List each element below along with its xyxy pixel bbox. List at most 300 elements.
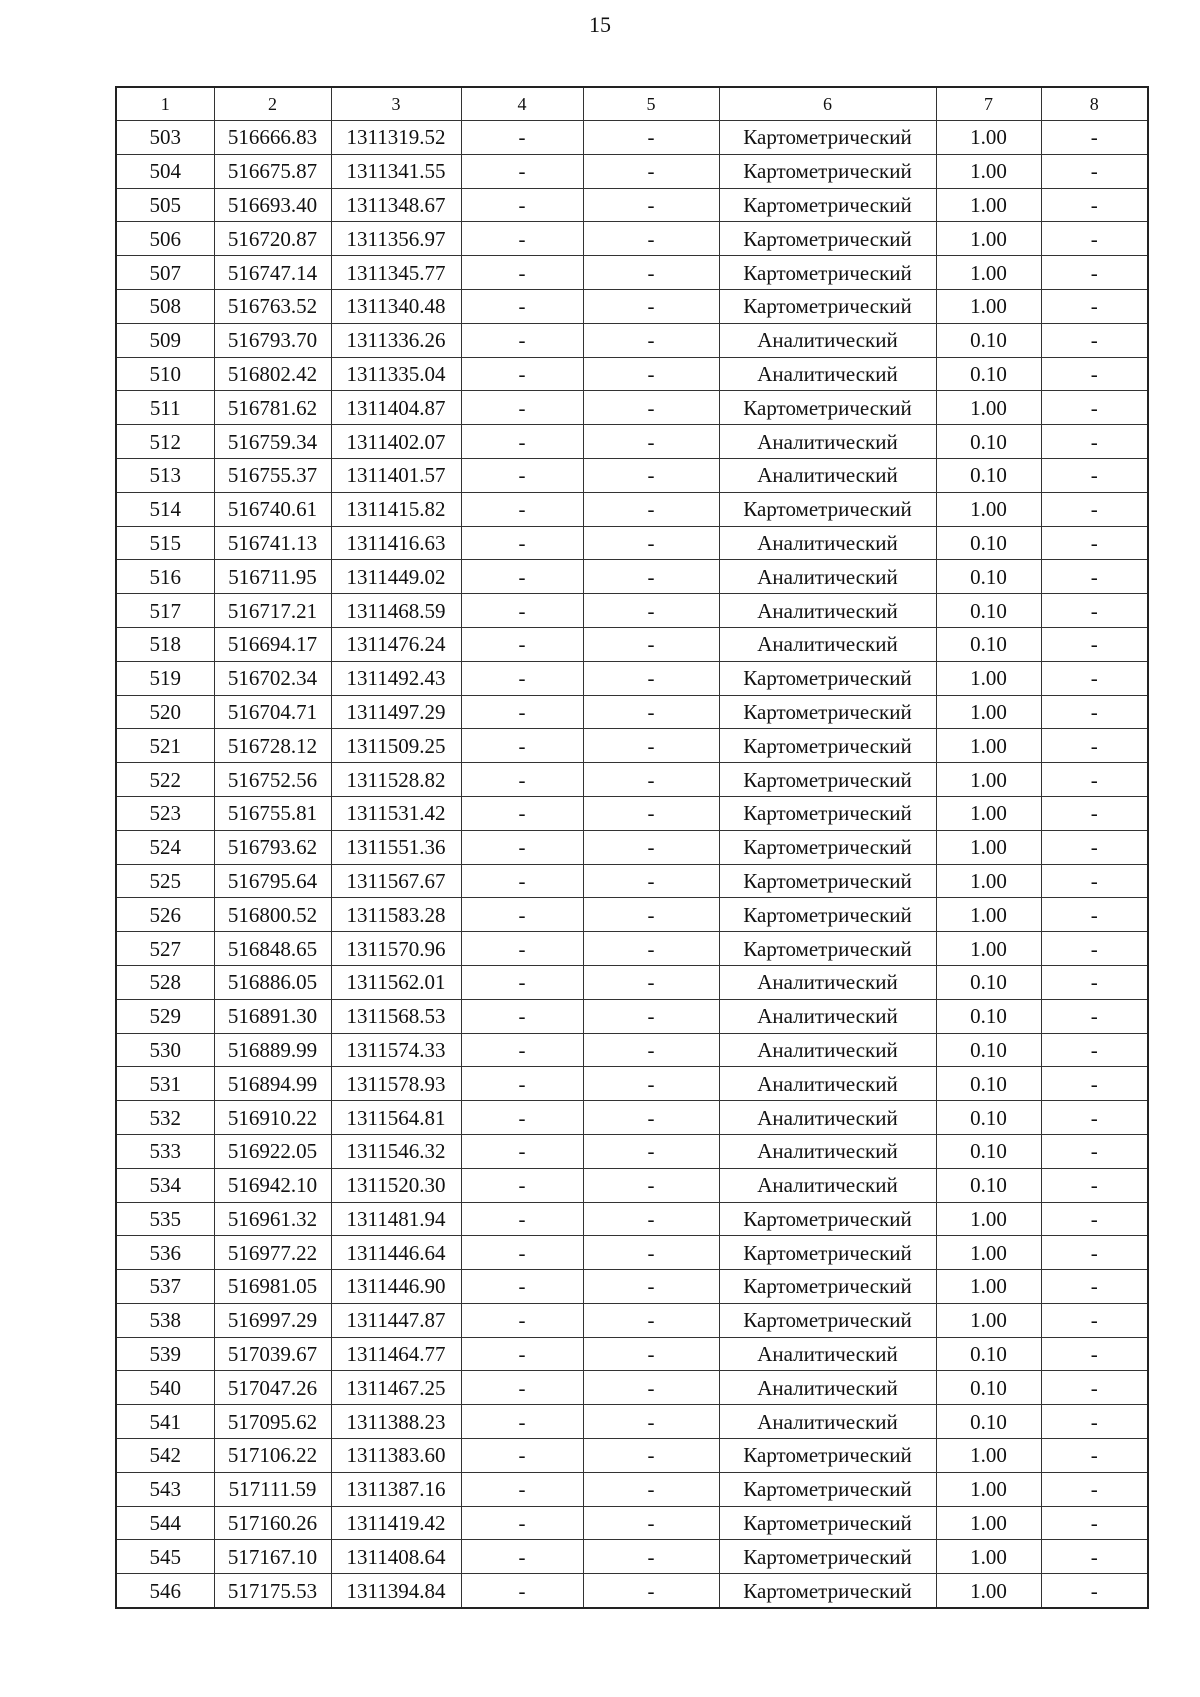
- table-row: [116, 763, 1148, 797]
- col-4-cell: -: [461, 1134, 583, 1168]
- point-number-cell: 542: [116, 1439, 214, 1473]
- y-coordinate-cell: 1311551.36: [331, 830, 461, 864]
- method-cell: Аналитический: [719, 1101, 936, 1135]
- method-cell: Картометрический: [719, 1303, 936, 1337]
- x-coordinate-cell: 516702.34: [214, 661, 331, 695]
- column-header-3: 3: [331, 87, 461, 121]
- y-coordinate-cell: 1311570.96: [331, 932, 461, 966]
- col-8-cell: -: [1041, 1236, 1148, 1270]
- method-cell: Картометрический: [719, 492, 936, 526]
- x-coordinate-cell: 516802.42: [214, 357, 331, 391]
- table-row: [116, 661, 1148, 695]
- col-5-cell: -: [583, 864, 719, 898]
- x-coordinate-cell: 516759.34: [214, 425, 331, 459]
- x-coordinate-cell: 516755.37: [214, 458, 331, 492]
- point-number-cell: 514: [116, 492, 214, 526]
- method-cell: Аналитический: [719, 1134, 936, 1168]
- col-5-cell: -: [583, 289, 719, 323]
- accuracy-cell: 1.00: [936, 1540, 1041, 1574]
- point-number-cell: 533: [116, 1134, 214, 1168]
- column-header-2: 2: [214, 87, 331, 121]
- table-row: [116, 1506, 1148, 1540]
- col-8-cell: -: [1041, 492, 1148, 526]
- method-cell: Аналитический: [719, 1033, 936, 1067]
- col-5-cell: -: [583, 1371, 719, 1405]
- method-cell: Картометрический: [719, 289, 936, 323]
- x-coordinate-cell: 517160.26: [214, 1506, 331, 1540]
- col-4-cell: -: [461, 932, 583, 966]
- col-4-cell: -: [461, 1303, 583, 1337]
- method-cell: Картометрический: [719, 695, 936, 729]
- y-coordinate-cell: 1311419.42: [331, 1506, 461, 1540]
- point-number-cell: 541: [116, 1405, 214, 1439]
- method-cell: Картометрический: [719, 1202, 936, 1236]
- table-row: [116, 830, 1148, 864]
- accuracy-cell: 0.10: [936, 425, 1041, 459]
- table-row: [116, 1033, 1148, 1067]
- col-4-cell: -: [461, 1337, 583, 1371]
- method-cell: Аналитический: [719, 594, 936, 628]
- col-4-cell: -: [461, 1472, 583, 1506]
- accuracy-cell: 0.10: [936, 1067, 1041, 1101]
- accuracy-cell: 1.00: [936, 256, 1041, 290]
- y-coordinate-cell: 1311578.93: [331, 1067, 461, 1101]
- accuracy-cell: 1.00: [936, 492, 1041, 526]
- point-number-cell: 510: [116, 357, 214, 391]
- col-5-cell: -: [583, 999, 719, 1033]
- accuracy-cell: 0.10: [936, 999, 1041, 1033]
- table-row: [116, 1439, 1148, 1473]
- y-coordinate-cell: 1311546.32: [331, 1134, 461, 1168]
- point-number-cell: 543: [116, 1472, 214, 1506]
- accuracy-cell: 1.00: [936, 289, 1041, 323]
- point-number-cell: 506: [116, 222, 214, 256]
- y-coordinate-cell: 1311394.84: [331, 1574, 461, 1608]
- col-5-cell: -: [583, 965, 719, 999]
- y-coordinate-cell: 1311528.82: [331, 763, 461, 797]
- method-cell: Картометрический: [719, 1540, 936, 1574]
- method-cell: Картометрический: [719, 1439, 936, 1473]
- table-row: [116, 492, 1148, 526]
- col-4-cell: -: [461, 560, 583, 594]
- accuracy-cell: 0.10: [936, 323, 1041, 357]
- x-coordinate-cell: 516675.87: [214, 154, 331, 188]
- table-row: [116, 1337, 1148, 1371]
- y-coordinate-cell: 1311583.28: [331, 898, 461, 932]
- method-cell: Картометрический: [719, 188, 936, 222]
- col-5-cell: -: [583, 594, 719, 628]
- x-coordinate-cell: 516704.71: [214, 695, 331, 729]
- accuracy-cell: 0.10: [936, 1101, 1041, 1135]
- col-8-cell: -: [1041, 932, 1148, 966]
- x-coordinate-cell: 516728.12: [214, 729, 331, 763]
- point-number-cell: 544: [116, 1506, 214, 1540]
- table-row: [116, 323, 1148, 357]
- method-cell: Картометрический: [719, 1506, 936, 1540]
- accuracy-cell: 0.10: [936, 594, 1041, 628]
- point-number-cell: 508: [116, 289, 214, 323]
- table-row: [116, 1134, 1148, 1168]
- point-number-cell: 523: [116, 796, 214, 830]
- point-number-cell: 509: [116, 323, 214, 357]
- table-row: [116, 864, 1148, 898]
- x-coordinate-cell: 516711.95: [214, 560, 331, 594]
- table-row: [116, 999, 1148, 1033]
- col-4-cell: -: [461, 425, 583, 459]
- y-coordinate-cell: 1311531.42: [331, 796, 461, 830]
- table-row: [116, 1270, 1148, 1304]
- col-5-cell: -: [583, 1574, 719, 1608]
- accuracy-cell: 1.00: [936, 695, 1041, 729]
- point-number-cell: 537: [116, 1270, 214, 1304]
- accuracy-cell: 0.10: [936, 526, 1041, 560]
- accuracy-cell: 0.10: [936, 1371, 1041, 1405]
- table-row: [116, 289, 1148, 323]
- col-5-cell: -: [583, 1405, 719, 1439]
- table-row: [116, 796, 1148, 830]
- y-coordinate-cell: 1311348.67: [331, 188, 461, 222]
- table-row: [116, 965, 1148, 999]
- col-5-cell: -: [583, 830, 719, 864]
- col-5-cell: -: [583, 256, 719, 290]
- point-number-cell: 531: [116, 1067, 214, 1101]
- col-5-cell: -: [583, 695, 719, 729]
- accuracy-cell: 1.00: [936, 796, 1041, 830]
- y-coordinate-cell: 1311476.24: [331, 627, 461, 661]
- point-number-cell: 511: [116, 391, 214, 425]
- x-coordinate-cell: 516741.13: [214, 526, 331, 560]
- col-5-cell: -: [583, 1540, 719, 1574]
- y-coordinate-cell: 1311481.94: [331, 1202, 461, 1236]
- accuracy-cell: 1.00: [936, 1236, 1041, 1270]
- method-cell: Аналитический: [719, 458, 936, 492]
- col-4-cell: -: [461, 1236, 583, 1270]
- col-4-cell: -: [461, 323, 583, 357]
- method-cell: Картометрический: [719, 830, 936, 864]
- y-coordinate-cell: 1311464.77: [331, 1337, 461, 1371]
- x-coordinate-cell: 517047.26: [214, 1371, 331, 1405]
- col-5-cell: -: [583, 222, 719, 256]
- col-8-cell: -: [1041, 458, 1148, 492]
- table-row: [116, 695, 1148, 729]
- col-8-cell: -: [1041, 695, 1148, 729]
- method-cell: Картометрический: [719, 661, 936, 695]
- col-8-cell: -: [1041, 1371, 1148, 1405]
- table-row: [116, 1101, 1148, 1135]
- method-cell: Картометрический: [719, 391, 936, 425]
- col-4-cell: -: [461, 121, 583, 155]
- y-coordinate-cell: 1311574.33: [331, 1033, 461, 1067]
- col-8-cell: -: [1041, 425, 1148, 459]
- col-4-cell: -: [461, 188, 583, 222]
- x-coordinate-cell: 516889.99: [214, 1033, 331, 1067]
- col-4-cell: -: [461, 1405, 583, 1439]
- point-number-cell: 518: [116, 627, 214, 661]
- y-coordinate-cell: 1311404.87: [331, 391, 461, 425]
- accuracy-cell: 1.00: [936, 1472, 1041, 1506]
- table-row: [116, 256, 1148, 290]
- point-number-cell: 529: [116, 999, 214, 1033]
- col-8-cell: -: [1041, 965, 1148, 999]
- col-8-cell: -: [1041, 391, 1148, 425]
- col-8-cell: -: [1041, 1337, 1148, 1371]
- x-coordinate-cell: 516763.52: [214, 289, 331, 323]
- col-5-cell: -: [583, 1506, 719, 1540]
- x-coordinate-cell: 516752.56: [214, 763, 331, 797]
- method-cell: Картометрический: [719, 932, 936, 966]
- table-row: [116, 188, 1148, 222]
- col-4-cell: -: [461, 1033, 583, 1067]
- x-coordinate-cell: 516755.81: [214, 796, 331, 830]
- point-number-cell: 534: [116, 1168, 214, 1202]
- col-4-cell: -: [461, 763, 583, 797]
- col-5-cell: -: [583, 458, 719, 492]
- column-header-7: 7: [936, 87, 1041, 121]
- accuracy-cell: 0.10: [936, 560, 1041, 594]
- x-coordinate-cell: 516717.21: [214, 594, 331, 628]
- col-5-cell: -: [583, 1236, 719, 1270]
- col-4-cell: -: [461, 627, 583, 661]
- table-row: [116, 357, 1148, 391]
- point-number-cell: 525: [116, 864, 214, 898]
- accuracy-cell: 1.00: [936, 729, 1041, 763]
- y-coordinate-cell: 1311387.16: [331, 1472, 461, 1506]
- col-4-cell: -: [461, 830, 583, 864]
- method-cell: Аналитический: [719, 1405, 936, 1439]
- col-5-cell: -: [583, 898, 719, 932]
- point-number-cell: 545: [116, 1540, 214, 1574]
- y-coordinate-cell: 1311568.53: [331, 999, 461, 1033]
- col-8-cell: -: [1041, 1202, 1148, 1236]
- accuracy-cell: 1.00: [936, 1439, 1041, 1473]
- col-5-cell: -: [583, 188, 719, 222]
- col-8-cell: -: [1041, 323, 1148, 357]
- y-coordinate-cell: 1311509.25: [331, 729, 461, 763]
- col-5-cell: -: [583, 661, 719, 695]
- column-header-1: 1: [116, 87, 214, 121]
- method-cell: Картометрический: [719, 898, 936, 932]
- col-5-cell: -: [583, 391, 719, 425]
- col-5-cell: -: [583, 1168, 719, 1202]
- coordinates-table: [115, 86, 1149, 1609]
- y-coordinate-cell: 1311383.60: [331, 1439, 461, 1473]
- point-number-cell: 517: [116, 594, 214, 628]
- accuracy-cell: 1.00: [936, 391, 1041, 425]
- y-coordinate-cell: 1311446.64: [331, 1236, 461, 1270]
- col-4-cell: -: [461, 391, 583, 425]
- x-coordinate-cell: 516747.14: [214, 256, 331, 290]
- col-4-cell: -: [461, 1540, 583, 1574]
- x-coordinate-cell: 517111.59: [214, 1472, 331, 1506]
- table-header-row: [116, 87, 1148, 121]
- col-5-cell: -: [583, 1134, 719, 1168]
- col-8-cell: -: [1041, 154, 1148, 188]
- col-5-cell: -: [583, 1202, 719, 1236]
- col-5-cell: -: [583, 1067, 719, 1101]
- accuracy-cell: 1.00: [936, 1574, 1041, 1608]
- accuracy-cell: 0.10: [936, 1337, 1041, 1371]
- x-coordinate-cell: 516848.65: [214, 932, 331, 966]
- col-5-cell: -: [583, 796, 719, 830]
- table-row: [116, 222, 1148, 256]
- col-8-cell: -: [1041, 357, 1148, 391]
- x-coordinate-cell: 516720.87: [214, 222, 331, 256]
- accuracy-cell: 1.00: [936, 222, 1041, 256]
- point-number-cell: 503: [116, 121, 214, 155]
- col-4-cell: -: [461, 1270, 583, 1304]
- y-coordinate-cell: 1311449.02: [331, 560, 461, 594]
- col-8-cell: -: [1041, 1540, 1148, 1574]
- col-8-cell: -: [1041, 1303, 1148, 1337]
- col-8-cell: -: [1041, 1033, 1148, 1067]
- y-coordinate-cell: 1311336.26: [331, 323, 461, 357]
- col-5-cell: -: [583, 627, 719, 661]
- y-coordinate-cell: 1311562.01: [331, 965, 461, 999]
- col-5-cell: -: [583, 1303, 719, 1337]
- y-coordinate-cell: 1311447.87: [331, 1303, 461, 1337]
- col-5-cell: -: [583, 357, 719, 391]
- point-number-cell: 520: [116, 695, 214, 729]
- point-number-cell: 535: [116, 1202, 214, 1236]
- table-row: [116, 627, 1148, 661]
- y-coordinate-cell: 1311416.63: [331, 526, 461, 560]
- y-coordinate-cell: 1311345.77: [331, 256, 461, 290]
- point-number-cell: 522: [116, 763, 214, 797]
- x-coordinate-cell: 516781.62: [214, 391, 331, 425]
- method-cell: Аналитический: [719, 1371, 936, 1405]
- column-header-6: 6: [719, 87, 936, 121]
- y-coordinate-cell: 1311341.55: [331, 154, 461, 188]
- point-number-cell: 504: [116, 154, 214, 188]
- col-5-cell: -: [583, 1472, 719, 1506]
- method-cell: Аналитический: [719, 425, 936, 459]
- x-coordinate-cell: 517175.53: [214, 1574, 331, 1608]
- point-number-cell: 521: [116, 729, 214, 763]
- y-coordinate-cell: 1311446.90: [331, 1270, 461, 1304]
- col-8-cell: -: [1041, 1506, 1148, 1540]
- point-number-cell: 540: [116, 1371, 214, 1405]
- accuracy-cell: 0.10: [936, 458, 1041, 492]
- method-cell: Картометрический: [719, 763, 936, 797]
- point-number-cell: 536: [116, 1236, 214, 1270]
- col-5-cell: -: [583, 1033, 719, 1067]
- y-coordinate-cell: 1311402.07: [331, 425, 461, 459]
- column-header-8: 8: [1041, 87, 1148, 121]
- accuracy-cell: 0.10: [936, 1033, 1041, 1067]
- point-number-cell: 546: [116, 1574, 214, 1608]
- col-8-cell: -: [1041, 627, 1148, 661]
- accuracy-cell: 0.10: [936, 1168, 1041, 1202]
- x-coordinate-cell: 516795.64: [214, 864, 331, 898]
- method-cell: Картометрический: [719, 222, 936, 256]
- x-coordinate-cell: 516793.70: [214, 323, 331, 357]
- table-row: [116, 458, 1148, 492]
- accuracy-cell: 1.00: [936, 188, 1041, 222]
- method-cell: Картометрический: [719, 1472, 936, 1506]
- method-cell: Картометрический: [719, 729, 936, 763]
- col-4-cell: -: [461, 357, 583, 391]
- col-5-cell: -: [583, 932, 719, 966]
- x-coordinate-cell: 516891.30: [214, 999, 331, 1033]
- col-8-cell: -: [1041, 1574, 1148, 1608]
- x-coordinate-cell: 517095.62: [214, 1405, 331, 1439]
- col-8-cell: -: [1041, 763, 1148, 797]
- method-cell: Картометрический: [719, 121, 936, 155]
- col-5-cell: -: [583, 492, 719, 526]
- table-row: [116, 898, 1148, 932]
- accuracy-cell: 1.00: [936, 898, 1041, 932]
- y-coordinate-cell: 1311408.64: [331, 1540, 461, 1574]
- point-number-cell: 524: [116, 830, 214, 864]
- y-coordinate-cell: 1311520.30: [331, 1168, 461, 1202]
- accuracy-cell: 1.00: [936, 661, 1041, 695]
- col-4-cell: -: [461, 289, 583, 323]
- col-8-cell: -: [1041, 864, 1148, 898]
- col-5-cell: -: [583, 154, 719, 188]
- col-8-cell: -: [1041, 1134, 1148, 1168]
- x-coordinate-cell: 516800.52: [214, 898, 331, 932]
- method-cell: Картометрический: [719, 1236, 936, 1270]
- col-4-cell: -: [461, 154, 583, 188]
- col-5-cell: -: [583, 560, 719, 594]
- point-number-cell: 528: [116, 965, 214, 999]
- x-coordinate-cell: 516694.17: [214, 627, 331, 661]
- col-8-cell: -: [1041, 1270, 1148, 1304]
- col-8-cell: -: [1041, 289, 1148, 323]
- method-cell: Аналитический: [719, 627, 936, 661]
- point-number-cell: 519: [116, 661, 214, 695]
- point-number-cell: 515: [116, 526, 214, 560]
- x-coordinate-cell: 516910.22: [214, 1101, 331, 1135]
- col-8-cell: -: [1041, 560, 1148, 594]
- table-row: [116, 1202, 1148, 1236]
- accuracy-cell: 1.00: [936, 1303, 1041, 1337]
- method-cell: Аналитический: [719, 1168, 936, 1202]
- col-8-cell: -: [1041, 1067, 1148, 1101]
- col-4-cell: -: [461, 864, 583, 898]
- x-coordinate-cell: 517106.22: [214, 1439, 331, 1473]
- table-row: [116, 1303, 1148, 1337]
- col-5-cell: -: [583, 1337, 719, 1371]
- col-4-cell: -: [461, 1168, 583, 1202]
- x-coordinate-cell: 516886.05: [214, 965, 331, 999]
- col-8-cell: -: [1041, 121, 1148, 155]
- y-coordinate-cell: 1311388.23: [331, 1405, 461, 1439]
- point-number-cell: 532: [116, 1101, 214, 1135]
- x-coordinate-cell: 516981.05: [214, 1270, 331, 1304]
- col-8-cell: -: [1041, 1472, 1148, 1506]
- table-row: [116, 1236, 1148, 1270]
- table-row: [116, 425, 1148, 459]
- table-row: [116, 154, 1148, 188]
- point-number-cell: 513: [116, 458, 214, 492]
- col-5-cell: -: [583, 1439, 719, 1473]
- point-number-cell: 538: [116, 1303, 214, 1337]
- accuracy-cell: 0.10: [936, 1134, 1041, 1168]
- col-5-cell: -: [583, 323, 719, 357]
- x-coordinate-cell: 516997.29: [214, 1303, 331, 1337]
- y-coordinate-cell: 1311564.81: [331, 1101, 461, 1135]
- col-4-cell: -: [461, 1439, 583, 1473]
- accuracy-cell: 0.10: [936, 1405, 1041, 1439]
- method-cell: Аналитический: [719, 1067, 936, 1101]
- accuracy-cell: 1.00: [936, 1506, 1041, 1540]
- col-5-cell: -: [583, 763, 719, 797]
- accuracy-cell: 1.00: [936, 1270, 1041, 1304]
- col-4-cell: -: [461, 458, 583, 492]
- point-number-cell: 530: [116, 1033, 214, 1067]
- accuracy-cell: 0.10: [936, 627, 1041, 661]
